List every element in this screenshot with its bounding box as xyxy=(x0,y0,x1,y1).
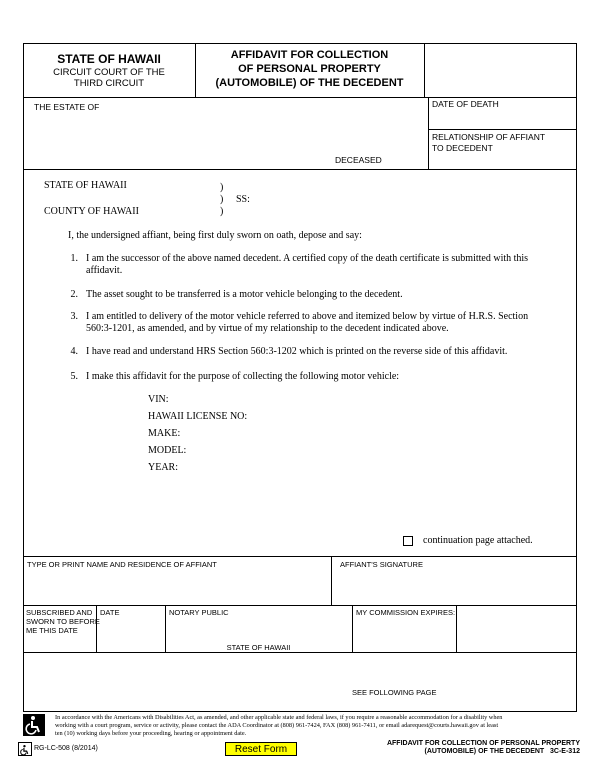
accessibility-icon xyxy=(23,714,45,736)
estate-divider xyxy=(428,97,429,170)
affiant-signature-label: AFFIANT'S SIGNATURE xyxy=(340,560,423,569)
item-4-number: 4. xyxy=(70,346,78,357)
relationship-label-line1: RELATIONSHIP OF AFFIANT xyxy=(432,132,546,142)
court-name-line1: CIRCUIT COURT OF THE xyxy=(53,67,165,78)
reset-form-button[interactable]: Reset Form xyxy=(225,742,297,756)
header-divider-2 xyxy=(424,43,425,98)
item-5-text: I make this affidavit for the purpose of collecting the following motor vehicle: xyxy=(86,371,400,382)
model-label: MODEL: xyxy=(148,445,187,456)
notary-divider-1 xyxy=(96,605,97,652)
footer-form-title-line2: (AUTOMOBILE) OF THE DECEDENT 3C-E-312 xyxy=(424,748,580,755)
item-3-text-line2: 560:3-1201, as amended, and by virtue of my relationship to the decedent indicated above. xyxy=(86,323,449,334)
notary-divider-4 xyxy=(456,605,457,652)
venue-paren-3: ) xyxy=(220,206,224,217)
footer-form-title-line1: AFFIDAVIT FOR COLLECTION OF PERSONAL PROPERTY xyxy=(386,740,580,747)
commission-expires-label: MY COMMISSION EXPIRES: xyxy=(356,608,456,617)
notary-divider-3 xyxy=(352,605,353,652)
notary-date-label: DATE xyxy=(100,608,120,617)
continuation-label: continuation page attached. xyxy=(423,535,533,546)
subscribed-label-line3: ME THIS DATE xyxy=(26,626,78,635)
notary-state-label: STATE OF HAWAII xyxy=(226,643,291,652)
venue-paren-2: ) xyxy=(220,194,224,205)
ada-notice-line1: In accordance with the Americans with Disabilities Act, as amended, and other applicable state and federal laws, if you require a reasonable accommodation for a disability when xyxy=(55,714,503,721)
item-3-number: 3. xyxy=(70,311,78,322)
venue-state: STATE OF HAWAII xyxy=(44,180,127,191)
affiant-divider xyxy=(331,556,332,606)
estate-right-divider xyxy=(428,129,577,130)
item-5-number: 5. xyxy=(70,371,78,382)
year-label: YEAR: xyxy=(148,462,178,473)
item-3-text-line1: I am entitled to delivery of the motor vehicle referred to above and itemized below by virtue of H.R.S. Section xyxy=(86,311,529,322)
deceased-label: DECEASED xyxy=(335,155,382,165)
venue-paren-1: ) xyxy=(220,182,224,193)
estate-of-label: THE ESTATE OF xyxy=(34,102,100,112)
ada-notice-line2: working with a court program, service or activity, please contact the ADA Coordinator at (808) 961-7424, FAX (808) 961-7411, or email adarequest@courts.hawaii.gov at least xyxy=(55,722,499,729)
subscribed-label-line2: SWORN TO BEFORE xyxy=(26,617,100,626)
form-title-line1: AFFIDAVIT FOR COLLECTION xyxy=(230,49,389,61)
subscribed-label-line1: SUBSCRIBED AND xyxy=(26,608,93,617)
venue-ss: SS: xyxy=(236,194,250,205)
ada-notice-line3: ten (10) working days before your proceeding, hearing or appointment date. xyxy=(55,730,247,737)
affiant-name-label: TYPE OR PRINT NAME AND RESIDENCE OF AFFIANT xyxy=(27,560,217,569)
make-label: MAKE: xyxy=(148,428,181,439)
see-following-page: SEE FOLLOWING PAGE xyxy=(352,688,437,697)
item-2-number: 2. xyxy=(70,289,78,300)
accessibility-icon-small xyxy=(18,742,32,756)
venue-county: COUNTY OF HAWAII xyxy=(44,206,139,217)
vin-label: VIN: xyxy=(148,394,169,405)
license-label: HAWAII LICENSE NO: xyxy=(148,411,248,422)
form-number: RG-LC-508 (8/2014) xyxy=(34,745,98,752)
continuation-checkbox[interactable] xyxy=(403,536,413,546)
relationship-label-line2: TO DECEDENT xyxy=(432,143,493,153)
notary-public-label: NOTARY PUBLIC xyxy=(169,608,229,617)
court-state: STATE OF HAWAII xyxy=(57,52,161,66)
court-name-line2: THIRD CIRCUIT xyxy=(73,78,145,89)
item-4-text: I have read and understand HRS Section 560:3-1202 which is printed on the reverse side of this affidavit. xyxy=(86,346,508,357)
item-2-text: The asset sought to be transferred is a motor vehicle belonging to the decedent. xyxy=(86,289,403,300)
item-1-text-line2: affidavit. xyxy=(86,265,123,276)
intro-statement: I, the undersigned affiant, being first duly sworn on oath, depose and say: xyxy=(68,230,362,241)
form-title-line2: OF PERSONAL PROPERTY xyxy=(238,63,381,75)
affidavit-body-frame xyxy=(23,169,577,557)
date-of-death-label: DATE OF DEATH xyxy=(432,99,499,109)
notary-frame xyxy=(23,605,577,712)
item-1-text-line1: I am the successor of the above named decedent. A certified copy of the death certificate is submitted with this xyxy=(86,253,529,264)
item-1-number: 1. xyxy=(70,253,78,264)
form-title-line3: (AUTOMOBILE) OF THE DECEDENT xyxy=(215,77,404,89)
notary-row-divider xyxy=(23,652,577,653)
